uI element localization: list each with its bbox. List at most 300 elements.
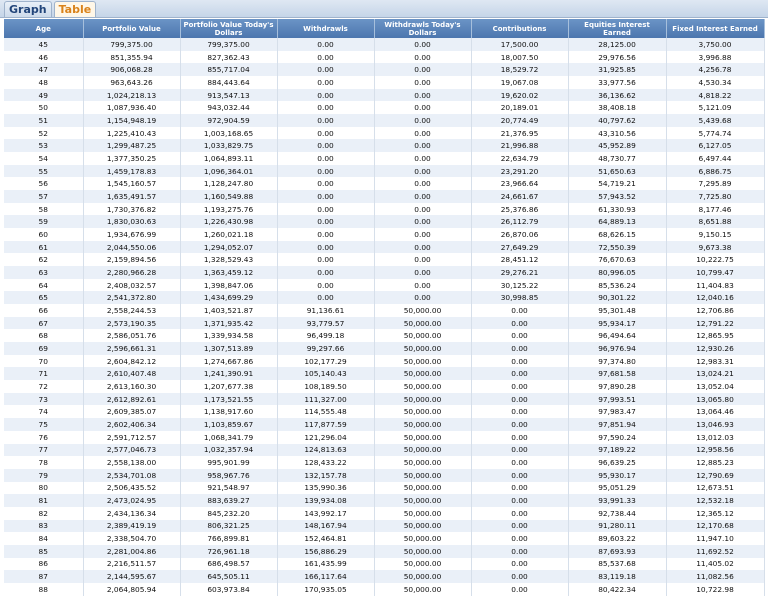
- contributions-cell: 0.00: [471, 456, 568, 469]
- portfolio-today-cell: 1,138,917.60: [180, 405, 277, 418]
- withdrawls-cell: 91,136.61: [277, 304, 374, 317]
- withdrawls-today-cell: 0.00: [374, 215, 471, 228]
- table-row[interactable]: [4, 482, 764, 495]
- withdrawls-cell: 0.00: [277, 241, 374, 254]
- age-cell: 78: [4, 456, 83, 469]
- withdrawls-cell: 0.00: [277, 253, 374, 266]
- contributions-cell: 26,112.79: [471, 215, 568, 228]
- equities-interest-cell: 61,330.93: [568, 203, 666, 216]
- withdrawls-today-cell: 50,000.00: [374, 444, 471, 457]
- equities-interest-cell: 64,889.13: [568, 215, 666, 228]
- portfolio-today-cell: 1,260,021.18: [180, 228, 277, 241]
- withdrawls-today-cell: 50,000.00: [374, 494, 471, 507]
- equities-interest-cell: 54,719.21: [568, 177, 666, 190]
- table-row[interactable]: [4, 304, 764, 317]
- portfolio-today-cell: 1,103,859.67: [180, 418, 277, 431]
- table-row[interactable]: [4, 520, 764, 533]
- portfolio-today-cell: 1,032,357.94: [180, 444, 277, 457]
- table-body: [4, 38, 764, 596]
- withdrawls-today-cell: 0.00: [374, 228, 471, 241]
- equities-interest-cell: 76,670.63: [568, 253, 666, 266]
- tab-graph[interactable]: Graph: [4, 1, 52, 17]
- portfolio-value-cell: 799,375.00: [83, 38, 180, 51]
- withdrawls-today-cell: 50,000.00: [374, 532, 471, 545]
- withdrawls-cell: 108,189.50: [277, 380, 374, 393]
- table-row[interactable]: [4, 469, 764, 482]
- contributions-cell: 0.00: [471, 355, 568, 368]
- age-cell: 73: [4, 393, 83, 406]
- tab-bar: [0, 0, 768, 18]
- table-row[interactable]: [4, 241, 764, 254]
- withdrawls-today-cell: 50,000.00: [374, 329, 471, 342]
- withdrawls-cell: 93,779.57: [277, 317, 374, 330]
- withdrawls-today-cell: 0.00: [374, 63, 471, 76]
- table-row[interactable]: [4, 329, 764, 342]
- withdrawls-today-cell: 50,000.00: [374, 507, 471, 520]
- contributions-cell: 17,500.00: [471, 38, 568, 51]
- table-row[interactable]: [4, 494, 764, 507]
- contributions-cell: 23,966.64: [471, 177, 568, 190]
- portfolio-today-cell: 1,363,459.12: [180, 266, 277, 279]
- table-row[interactable]: [4, 89, 764, 102]
- equities-interest-cell: 80,996.05: [568, 266, 666, 279]
- equities-interest-cell: 97,189.22: [568, 444, 666, 457]
- age-cell: 57: [4, 190, 83, 203]
- withdrawls-cell: 121,296.04: [277, 431, 374, 444]
- portfolio-value-cell: 2,573,190.35: [83, 317, 180, 330]
- equities-interest-cell: 97,590.24: [568, 431, 666, 444]
- results-table-container: [4, 19, 764, 596]
- table-row[interactable]: [4, 63, 764, 76]
- withdrawls-today-cell: 50,000.00: [374, 545, 471, 558]
- portfolio-today-cell: 1,241,390.91: [180, 367, 277, 380]
- contributions-cell: 24,661.67: [471, 190, 568, 203]
- withdrawls-cell: 152,464.81: [277, 532, 374, 545]
- withdrawls-cell: 0.00: [277, 228, 374, 241]
- portfolio-value-cell: 2,558,138.00: [83, 456, 180, 469]
- contributions-cell: 0.00: [471, 494, 568, 507]
- withdrawls-cell: 0.00: [277, 89, 374, 102]
- fixed-interest-cell: 13,012.03: [666, 431, 764, 444]
- equities-interest-cell: 95,051.29: [568, 482, 666, 495]
- withdrawls-cell: 0.00: [277, 177, 374, 190]
- withdrawls-today-cell: 50,000.00: [374, 304, 471, 317]
- fixed-interest-cell: 11,947.10: [666, 532, 764, 545]
- table-row[interactable]: [4, 367, 764, 380]
- contributions-cell: 20,774.49: [471, 114, 568, 127]
- equities-interest-cell: 87,693.93: [568, 545, 666, 558]
- portfolio-today-cell: 799,375.00: [180, 38, 277, 51]
- equities-interest-cell: 85,537.68: [568, 558, 666, 571]
- portfolio-today-cell: 913,547.13: [180, 89, 277, 102]
- portfolio-value-cell: 2,434,136.34: [83, 507, 180, 520]
- age-cell: 83: [4, 520, 83, 533]
- col-withdrawls-today-header[interactable]: Withdrawls Today's Dollars: [374, 19, 471, 38]
- contributions-cell: 20,189.01: [471, 101, 568, 114]
- contributions-cell: 0.00: [471, 367, 568, 380]
- age-cell: 84: [4, 532, 83, 545]
- fixed-interest-cell: 12,673.51: [666, 482, 764, 495]
- age-cell: 86: [4, 558, 83, 571]
- portfolio-today-cell: 1,160,549.88: [180, 190, 277, 203]
- equities-interest-cell: 80,422.34: [568, 583, 666, 596]
- table-row[interactable]: [4, 393, 764, 406]
- withdrawls-today-cell: 50,000.00: [374, 570, 471, 583]
- portfolio-value-cell: 1,545,160.57: [83, 177, 180, 190]
- portfolio-today-cell: 603,973.84: [180, 583, 277, 596]
- fixed-interest-cell: 12,791.22: [666, 317, 764, 330]
- age-cell: 77: [4, 444, 83, 457]
- equities-interest-cell: 96,976.94: [568, 342, 666, 355]
- fixed-interest-cell: 10,799.47: [666, 266, 764, 279]
- age-cell: 47: [4, 63, 83, 76]
- fixed-interest-cell: 8,651.88: [666, 215, 764, 228]
- fixed-interest-cell: 12,170.68: [666, 520, 764, 533]
- table-row[interactable]: [4, 418, 764, 431]
- table-row[interactable]: [4, 127, 764, 140]
- table-row[interactable]: [4, 203, 764, 216]
- fixed-interest-cell: 12,930.26: [666, 342, 764, 355]
- portfolio-value-cell: 2,602,406.34: [83, 418, 180, 431]
- table-row[interactable]: [4, 152, 764, 165]
- tab-table[interactable]: Table: [54, 1, 97, 17]
- col-equities-interest-header[interactable]: Equities Interest Earned: [568, 19, 666, 38]
- contributions-cell: 21,376.95: [471, 127, 568, 140]
- fixed-interest-cell: 13,024.21: [666, 367, 764, 380]
- portfolio-value-cell: 2,609,385.07: [83, 405, 180, 418]
- table-row[interactable]: [4, 279, 764, 292]
- withdrawls-today-cell: 0.00: [374, 279, 471, 292]
- contributions-cell: 21,996.88: [471, 139, 568, 152]
- withdrawls-cell: 161,435.99: [277, 558, 374, 571]
- age-cell: 76: [4, 431, 83, 444]
- equities-interest-cell: 36,136.62: [568, 89, 666, 102]
- contributions-cell: 0.00: [471, 520, 568, 533]
- table-row[interactable]: [4, 583, 764, 596]
- portfolio-value-cell: 2,338,504.70: [83, 532, 180, 545]
- table-row[interactable]: [4, 405, 764, 418]
- portfolio-today-cell: 1,128,247.80: [180, 177, 277, 190]
- portfolio-value-cell: 1,024,218.13: [83, 89, 180, 102]
- withdrawls-cell: 135,990.36: [277, 482, 374, 495]
- age-cell: 49: [4, 89, 83, 102]
- age-cell: 59: [4, 215, 83, 228]
- fixed-interest-cell: 12,532.18: [666, 494, 764, 507]
- fixed-interest-cell: 12,865.95: [666, 329, 764, 342]
- contributions-cell: 0.00: [471, 317, 568, 330]
- equities-interest-cell: 85,536.24: [568, 279, 666, 292]
- portfolio-today-cell: 995,901.99: [180, 456, 277, 469]
- table-row[interactable]: [4, 177, 764, 190]
- table-row[interactable]: [4, 456, 764, 469]
- contributions-cell: 0.00: [471, 342, 568, 355]
- contributions-cell: 0.00: [471, 482, 568, 495]
- withdrawls-today-cell: 50,000.00: [374, 558, 471, 571]
- portfolio-value-cell: 2,389,419.19: [83, 520, 180, 533]
- table-row[interactable]: [4, 317, 764, 330]
- portfolio-today-cell: 1,371,935.42: [180, 317, 277, 330]
- fixed-interest-cell: 13,046.93: [666, 418, 764, 431]
- portfolio-value-cell: 2,612,892.61: [83, 393, 180, 406]
- withdrawls-today-cell: 50,000.00: [374, 469, 471, 482]
- equities-interest-cell: 92,738.44: [568, 507, 666, 520]
- withdrawls-today-cell: 50,000.00: [374, 405, 471, 418]
- equities-interest-cell: 68,626.15: [568, 228, 666, 241]
- table-row[interactable]: [4, 545, 764, 558]
- results-table: [4, 19, 765, 596]
- withdrawls-cell: 0.00: [277, 38, 374, 51]
- fixed-interest-cell: 8,177.46: [666, 203, 764, 216]
- contributions-cell: 0.00: [471, 405, 568, 418]
- fixed-interest-cell: 10,222.75: [666, 253, 764, 266]
- portfolio-today-cell: 1,434,699.29: [180, 291, 277, 304]
- withdrawls-today-cell: 0.00: [374, 127, 471, 140]
- portfolio-value-cell: 1,459,178.83: [83, 165, 180, 178]
- age-cell: 58: [4, 203, 83, 216]
- fixed-interest-cell: 7,725.80: [666, 190, 764, 203]
- withdrawls-today-cell: 50,000.00: [374, 380, 471, 393]
- contributions-cell: 0.00: [471, 507, 568, 520]
- portfolio-today-cell: 1,403,521.87: [180, 304, 277, 317]
- header-row: [4, 19, 764, 38]
- equities-interest-cell: 96,639.25: [568, 456, 666, 469]
- portfolio-value-cell: 2,604,842.12: [83, 355, 180, 368]
- portfolio-value-cell: 2,613,160.30: [83, 380, 180, 393]
- withdrawls-today-cell: 50,000.00: [374, 393, 471, 406]
- portfolio-value-cell: 1,934,676.99: [83, 228, 180, 241]
- portfolio-today-cell: 806,321.25: [180, 520, 277, 533]
- portfolio-today-cell: 827,362.43: [180, 51, 277, 64]
- portfolio-value-cell: 2,473,024.95: [83, 494, 180, 507]
- table-row[interactable]: [4, 139, 764, 152]
- withdrawls-cell: 0.00: [277, 51, 374, 64]
- col-fixed-interest-header[interactable]: Fixed Interest Earned: [666, 19, 764, 38]
- fixed-interest-cell: 12,040.16: [666, 291, 764, 304]
- portfolio-value-cell: 963,643.26: [83, 76, 180, 89]
- portfolio-value-cell: 1,377,350.25: [83, 152, 180, 165]
- age-cell: 85: [4, 545, 83, 558]
- withdrawls-cell: 111,327.00: [277, 393, 374, 406]
- portfolio-value-cell: 851,355.94: [83, 51, 180, 64]
- fixed-interest-cell: 13,064.46: [666, 405, 764, 418]
- table-row[interactable]: [4, 190, 764, 203]
- table-row[interactable]: [4, 101, 764, 114]
- age-cell: 62: [4, 253, 83, 266]
- table-row[interactable]: [4, 51, 764, 64]
- age-cell: 70: [4, 355, 83, 368]
- table-row[interactable]: [4, 266, 764, 279]
- table-row[interactable]: [4, 114, 764, 127]
- table-row[interactable]: [4, 444, 764, 457]
- portfolio-value-cell: 2,596,661.31: [83, 342, 180, 355]
- equities-interest-cell: 57,943.52: [568, 190, 666, 203]
- age-cell: 54: [4, 152, 83, 165]
- table-row[interactable]: [4, 558, 764, 571]
- withdrawls-today-cell: 0.00: [374, 291, 471, 304]
- fixed-interest-cell: 6,127.05: [666, 139, 764, 152]
- age-cell: 51: [4, 114, 83, 127]
- contributions-cell: 0.00: [471, 545, 568, 558]
- age-cell: 64: [4, 279, 83, 292]
- withdrawls-today-cell: 0.00: [374, 89, 471, 102]
- contributions-cell: 27,649.29: [471, 241, 568, 254]
- table-row[interactable]: [4, 291, 764, 304]
- contributions-cell: 18,529.72: [471, 63, 568, 76]
- portfolio-value-cell: 1,154,948.19: [83, 114, 180, 127]
- withdrawls-cell: 148,167.94: [277, 520, 374, 533]
- fixed-interest-cell: 13,065.80: [666, 393, 764, 406]
- withdrawls-cell: 96,499.18: [277, 329, 374, 342]
- withdrawls-cell: 170,935.05: [277, 583, 374, 596]
- contributions-cell: 30,125.22: [471, 279, 568, 292]
- withdrawls-today-cell: 50,000.00: [374, 418, 471, 431]
- withdrawls-cell: 0.00: [277, 76, 374, 89]
- col-portfolio-today-header[interactable]: Portfolio Value Today's Dollars: [180, 19, 277, 38]
- portfolio-today-cell: 1,064,893.11: [180, 152, 277, 165]
- age-cell: 53: [4, 139, 83, 152]
- equities-interest-cell: 51,650.63: [568, 165, 666, 178]
- equities-interest-cell: 38,408.18: [568, 101, 666, 114]
- portfolio-value-cell: 2,216,511.57: [83, 558, 180, 571]
- table-row[interactable]: [4, 253, 764, 266]
- table-row[interactable]: [4, 342, 764, 355]
- table-row[interactable]: [4, 76, 764, 89]
- contributions-cell: 18,007.50: [471, 51, 568, 64]
- table-row[interactable]: [4, 355, 764, 368]
- fixed-interest-cell: 9,673.38: [666, 241, 764, 254]
- equities-interest-cell: 45,952.89: [568, 139, 666, 152]
- withdrawls-cell: 156,886.29: [277, 545, 374, 558]
- portfolio-value-cell: 1,635,491.57: [83, 190, 180, 203]
- withdrawls-today-cell: 0.00: [374, 152, 471, 165]
- fixed-interest-cell: 11,405.02: [666, 558, 764, 571]
- withdrawls-today-cell: 50,000.00: [374, 456, 471, 469]
- contributions-cell: 25,376.86: [471, 203, 568, 216]
- fixed-interest-cell: 12,958.56: [666, 444, 764, 457]
- portfolio-value-cell: 2,534,701.08: [83, 469, 180, 482]
- portfolio-value-cell: 2,506,435.52: [83, 482, 180, 495]
- equities-interest-cell: 48,730.77: [568, 152, 666, 165]
- age-cell: 88: [4, 583, 83, 596]
- portfolio-value-cell: 2,541,372.80: [83, 291, 180, 304]
- table-row[interactable]: [4, 570, 764, 583]
- withdrawls-cell: 0.00: [277, 101, 374, 114]
- fixed-interest-cell: 12,983.31: [666, 355, 764, 368]
- portfolio-today-cell: 1,307,513.89: [180, 342, 277, 355]
- withdrawls-today-cell: 0.00: [374, 203, 471, 216]
- portfolio-today-cell: 845,232.20: [180, 507, 277, 520]
- col-withdrawls-header[interactable]: Withdrawls: [277, 19, 374, 38]
- fixed-interest-cell: 4,818.22: [666, 89, 764, 102]
- table-row[interactable]: [4, 215, 764, 228]
- table-row[interactable]: [4, 532, 764, 545]
- portfolio-today-cell: 645,505.11: [180, 570, 277, 583]
- withdrawls-cell: 166,117.64: [277, 570, 374, 583]
- contributions-cell: 0.00: [471, 418, 568, 431]
- equities-interest-cell: 97,890.28: [568, 380, 666, 393]
- col-portfolio-value-header[interactable]: Portfolio Value: [83, 19, 180, 38]
- equities-interest-cell: 97,983.47: [568, 405, 666, 418]
- table-row[interactable]: [4, 431, 764, 444]
- table-row[interactable]: [4, 380, 764, 393]
- portfolio-value-cell: 2,558,244.53: [83, 304, 180, 317]
- age-cell: 60: [4, 228, 83, 241]
- contributions-cell: 0.00: [471, 431, 568, 444]
- withdrawls-today-cell: 0.00: [374, 76, 471, 89]
- withdrawls-cell: 124,813.63: [277, 444, 374, 457]
- portfolio-today-cell: 766,899.81: [180, 532, 277, 545]
- withdrawls-cell: 99,297.66: [277, 342, 374, 355]
- withdrawls-today-cell: 0.00: [374, 38, 471, 51]
- withdrawls-today-cell: 50,000.00: [374, 482, 471, 495]
- withdrawls-cell: 105,140.43: [277, 367, 374, 380]
- withdrawls-cell: 0.00: [277, 279, 374, 292]
- withdrawls-cell: 0.00: [277, 152, 374, 165]
- contributions-cell: 0.00: [471, 380, 568, 393]
- portfolio-today-cell: 884,443.64: [180, 76, 277, 89]
- portfolio-today-cell: 726,961.18: [180, 545, 277, 558]
- age-cell: 63: [4, 266, 83, 279]
- fixed-interest-cell: 5,121.09: [666, 101, 764, 114]
- age-cell: 52: [4, 127, 83, 140]
- age-cell: 79: [4, 469, 83, 482]
- portfolio-value-cell: 2,064,805.94: [83, 583, 180, 596]
- portfolio-value-cell: 1,225,410.43: [83, 127, 180, 140]
- withdrawls-today-cell: 50,000.00: [374, 520, 471, 533]
- withdrawls-cell: 102,177.29: [277, 355, 374, 368]
- col-contributions-header[interactable]: Contributions: [471, 19, 568, 38]
- fixed-interest-cell: 12,790.69: [666, 469, 764, 482]
- table-header: [4, 19, 764, 38]
- age-cell: 81: [4, 494, 83, 507]
- portfolio-value-cell: 2,281,004.86: [83, 545, 180, 558]
- portfolio-value-cell: 2,144,595.67: [83, 570, 180, 583]
- portfolio-today-cell: 1,068,341.79: [180, 431, 277, 444]
- age-cell: 48: [4, 76, 83, 89]
- contributions-cell: 0.00: [471, 444, 568, 457]
- fixed-interest-cell: 12,885.23: [666, 456, 764, 469]
- age-cell: 75: [4, 418, 83, 431]
- fixed-interest-cell: 7,295.89: [666, 177, 764, 190]
- equities-interest-cell: 89,603.22: [568, 532, 666, 545]
- table-row[interactable]: [4, 507, 764, 520]
- withdrawls-today-cell: 0.00: [374, 51, 471, 64]
- portfolio-value-cell: 906,068.28: [83, 63, 180, 76]
- equities-interest-cell: 43,310.56: [568, 127, 666, 140]
- fixed-interest-cell: 6,886.75: [666, 165, 764, 178]
- portfolio-today-cell: 1,033,829.75: [180, 139, 277, 152]
- col-age-header[interactable]: Age: [4, 19, 83, 38]
- table-row[interactable]: [4, 228, 764, 241]
- withdrawls-cell: 117,877.59: [277, 418, 374, 431]
- fixed-interest-cell: 11,082.56: [666, 570, 764, 583]
- portfolio-value-cell: 2,591,712.57: [83, 431, 180, 444]
- table-row[interactable]: [4, 165, 764, 178]
- withdrawls-today-cell: 0.00: [374, 101, 471, 114]
- contributions-cell: 19,620.02: [471, 89, 568, 102]
- withdrawls-cell: 114,555.48: [277, 405, 374, 418]
- portfolio-today-cell: 1,339,934.58: [180, 329, 277, 342]
- equities-interest-cell: 28,125.00: [568, 38, 666, 51]
- equities-interest-cell: 96,494.64: [568, 329, 666, 342]
- portfolio-today-cell: 1,294,052.07: [180, 241, 277, 254]
- withdrawls-today-cell: 0.00: [374, 165, 471, 178]
- table-row[interactable]: [4, 38, 764, 51]
- age-cell: 61: [4, 241, 83, 254]
- equities-interest-cell: 97,374.80: [568, 355, 666, 368]
- fixed-interest-cell: 5,439.68: [666, 114, 764, 127]
- withdrawls-today-cell: 0.00: [374, 241, 471, 254]
